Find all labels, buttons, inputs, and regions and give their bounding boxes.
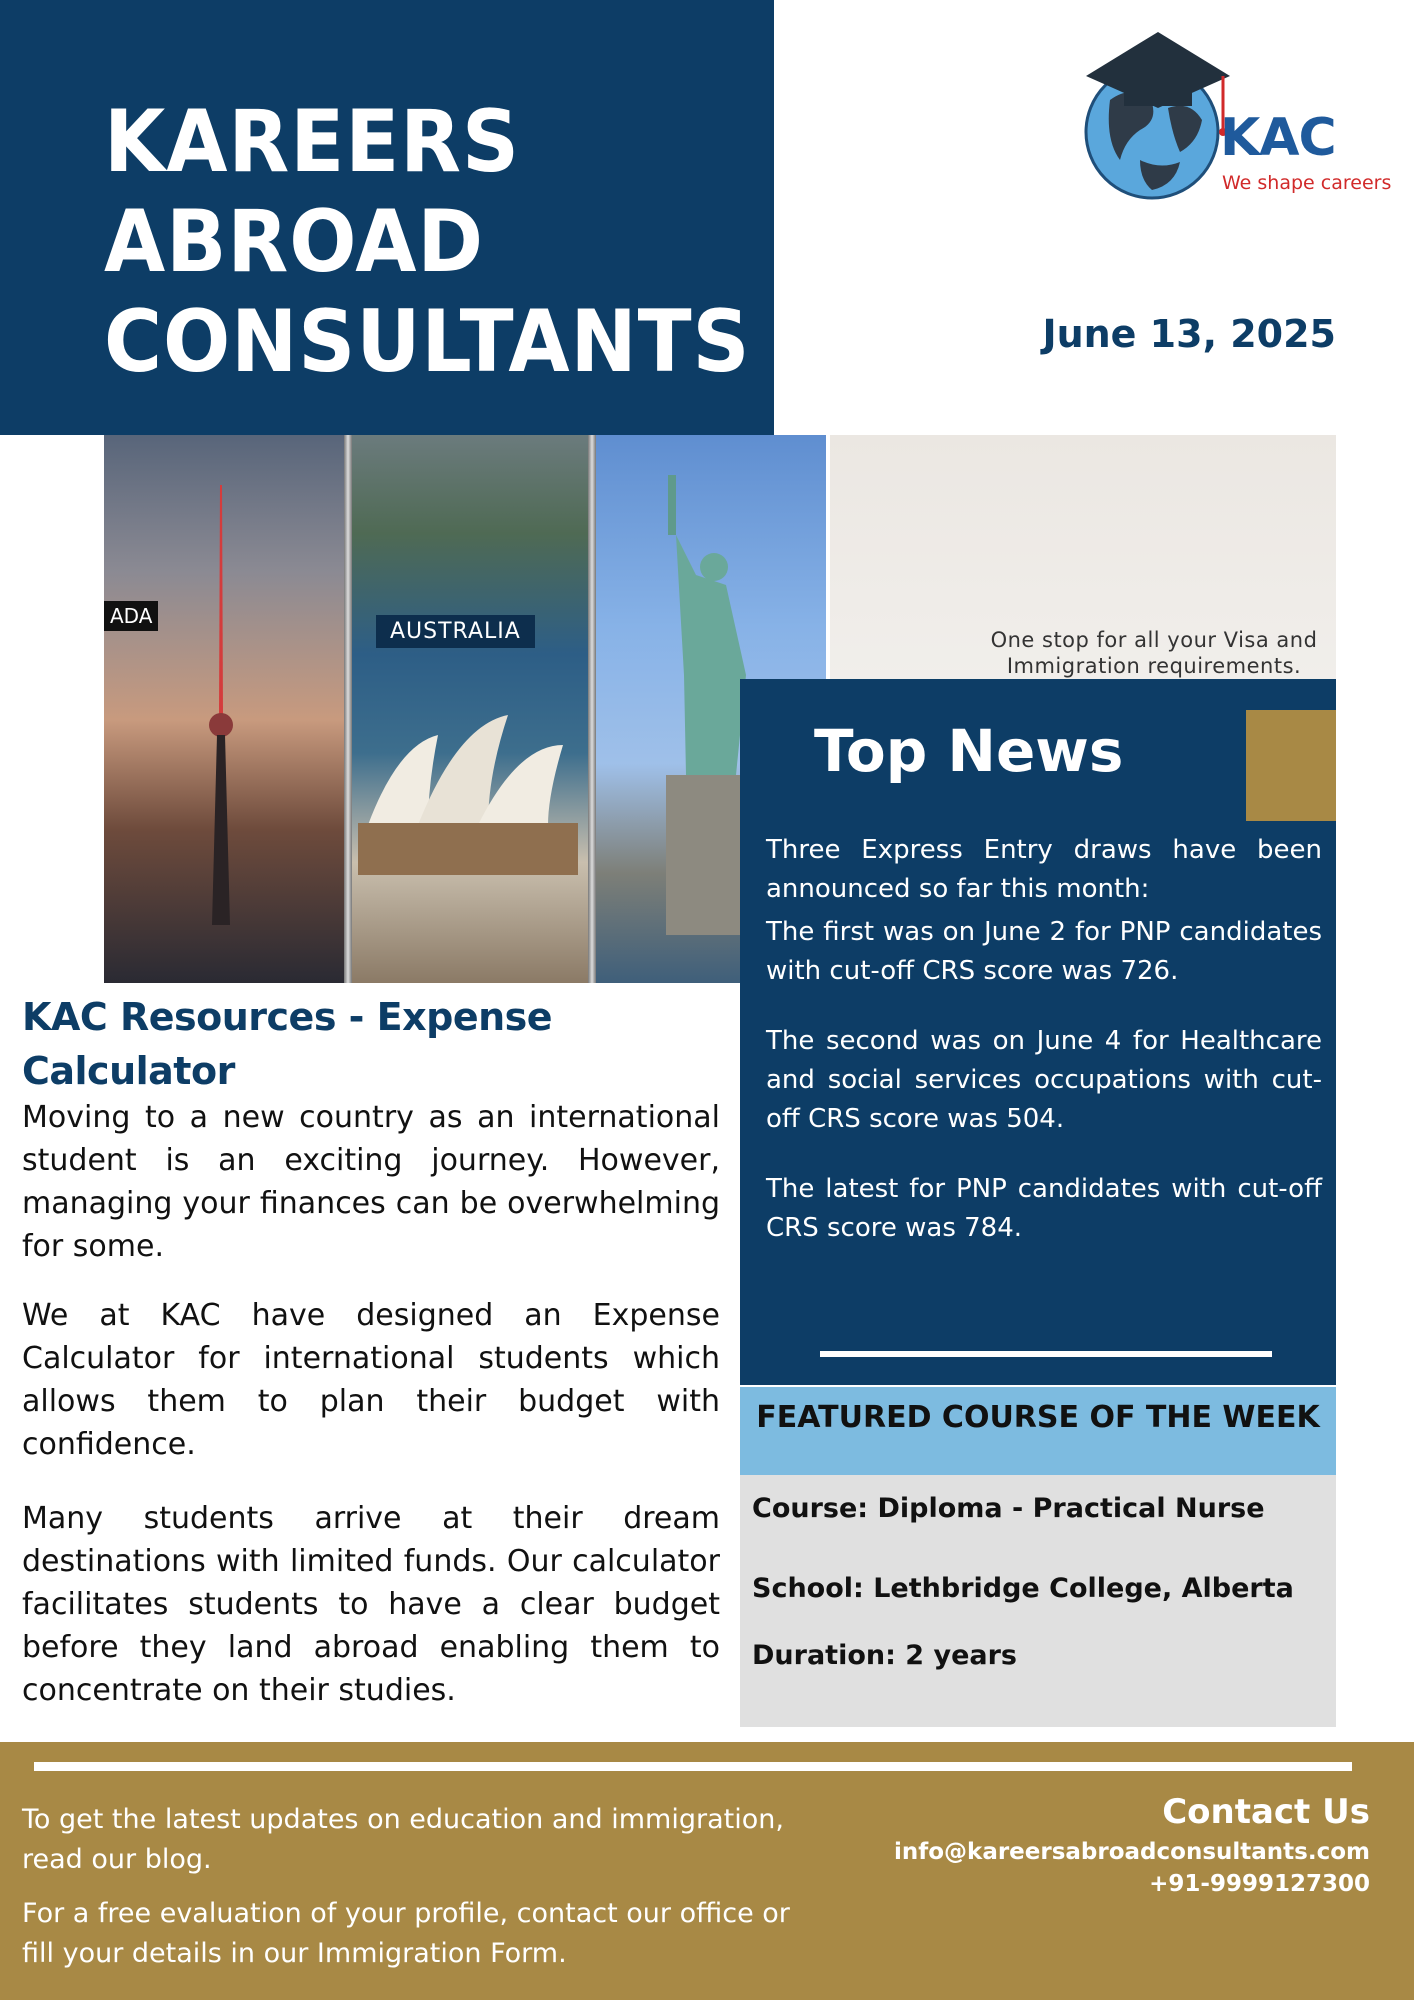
title-line-3: CONSULTANTS: [104, 292, 751, 392]
cn-tower-shape: [208, 485, 234, 925]
news-divider: [820, 1351, 1272, 1357]
photo-divider: [588, 435, 596, 983]
australia-label: AUSTRALIA: [376, 615, 535, 648]
footer-divider: [34, 1762, 1352, 1771]
top-news-title: Top News: [814, 717, 1124, 785]
top-news-body: [766, 831, 1322, 1248]
resources-title: KAC Resources - Expense Calculator: [22, 995, 553, 1093]
resources-paragraph-2: We at KAC have designed an Expense Calculator for international students which allows them to plan their budget with confidence.: [22, 1298, 720, 1462]
contact-title: Contact Us: [1162, 1792, 1370, 1832]
issue-date: June 13, 2025: [1042, 312, 1336, 356]
gold-accent-block: [1246, 710, 1336, 821]
featured-course-name: Course: Diploma - Practical Nurse: [752, 1493, 1265, 1524]
banner-tagline: [964, 627, 1336, 679]
canada-photo: [104, 435, 344, 983]
news-item-1: The first was on June 2 for PNP candidates with cut-off CRS score was 726.: [766, 917, 1322, 986]
footer-evaluation-text: For a free evaluation of your profile, contact our office or fill your details in our Immigration Form.: [22, 1898, 790, 1969]
footer-blog-text: To get the latest updates on education and immigration, read our blog.: [22, 1804, 784, 1875]
contact-phone[interactable]: +91-9999127300: [1149, 1871, 1370, 1897]
contact-email[interactable]: info@kareersabroadconsultants.com: [893, 1839, 1370, 1865]
logo-wordmark: KAC: [1220, 108, 1336, 168]
news-item-3: The latest for PNP candidates with cut-off CRS score was 784.: [766, 1174, 1322, 1243]
canada-label: ADA: [104, 601, 158, 631]
opera-house-shape: [358, 705, 578, 875]
australia-photo: [352, 435, 588, 983]
page-title: [104, 92, 750, 392]
resources-body: [22, 1096, 720, 1738]
banner-tagline-line-1: One stop for all your Visa and: [990, 628, 1318, 652]
footer: [0, 1742, 1414, 2000]
resources-paragraph-1: Moving to a new country as an international student is an exciting journey. However, managing your finances can be overwhelming for some.: [22, 1100, 720, 1264]
photo-divider: [344, 435, 352, 983]
featured-course-panel: [740, 1475, 1336, 1727]
news-item-2: The second was on June 4 for Healthcare and social services occupations with cut-off CRS score was 504.: [766, 1026, 1322, 1134]
featured-course-school: School: Lethbridge College, Alberta: [752, 1573, 1294, 1604]
news-intro: Three Express Entry draws have been announced so far this month:: [766, 835, 1322, 904]
resources-paragraph-3: Many students arrive at their dream destinations with limited funds. Our calculator facilitates students to have a clear budget before they land abroad enabling them to concentrate on their studies.: [22, 1501, 720, 1708]
footer-info: [22, 1800, 812, 1988]
featured-course-heading: FEATURED COURSE OF THE WEEK: [740, 1387, 1336, 1475]
logo-tagline: We shape careers: [1222, 172, 1392, 194]
title-line-2: ABROAD: [104, 192, 485, 292]
banner-tagline-line-2: Immigration requirements.: [1006, 654, 1302, 678]
title-line-1: KAREERS: [104, 92, 520, 192]
featured-course-duration: Duration: 2 years: [752, 1640, 1018, 1671]
contact-block: [894, 1792, 1370, 1900]
